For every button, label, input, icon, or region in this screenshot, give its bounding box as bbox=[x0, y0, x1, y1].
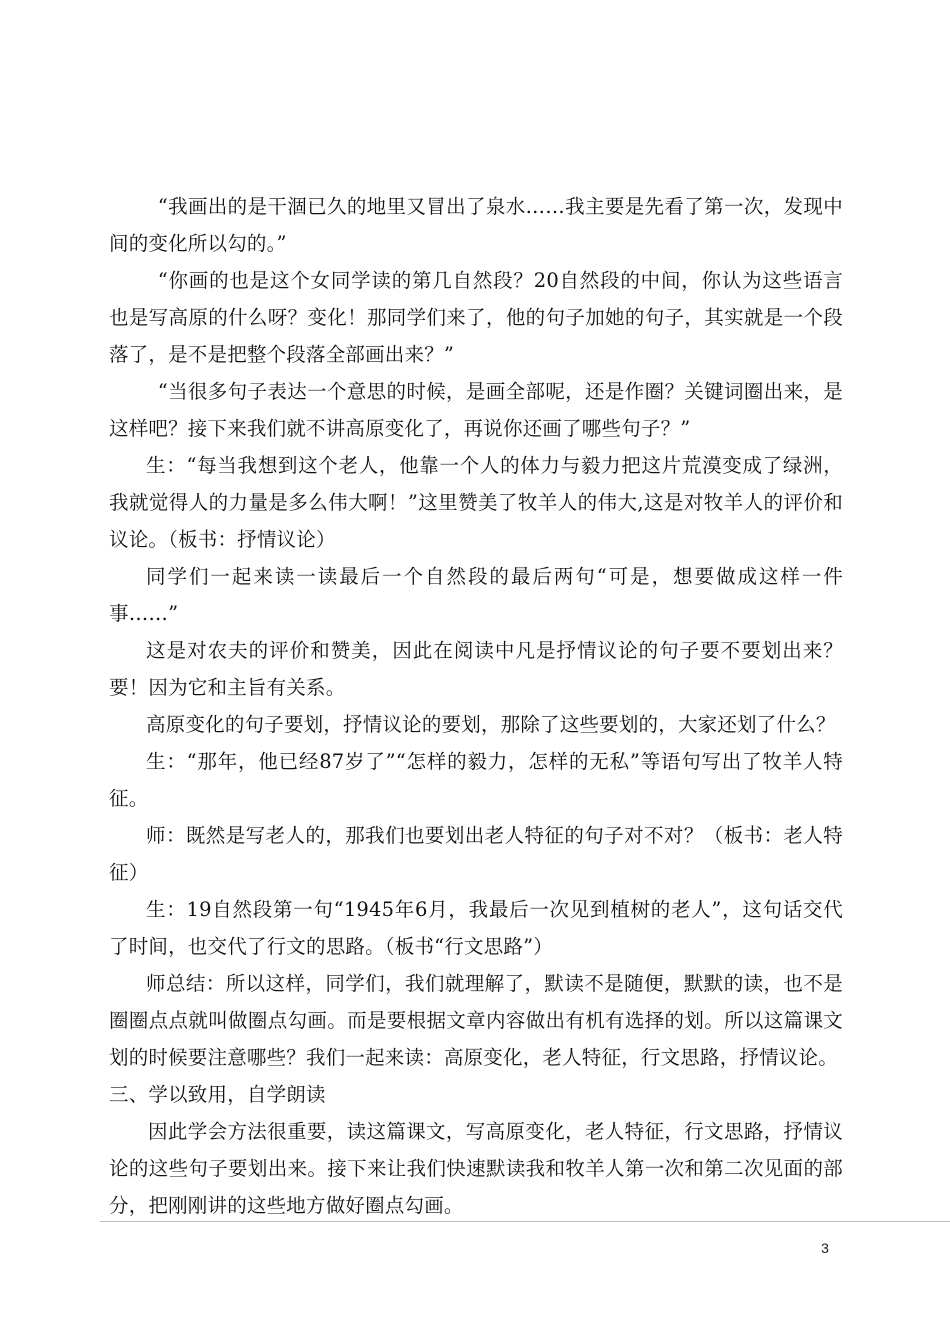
paragraph-teacher-summary: 师总结：所以这样，同学们，我们就理解了，默读不是随便，默默的读，也不是圈圈点点就叫做圈点勾画。而是要根据文章内容做出有机有选择的划。所以这篇课文划的时候要注意哪些？我们一起来读：高原变化，老人特征，行文思路，抒情议论。 bbox=[109, 972, 843, 1069]
paragraph-question-paragraph-20: “你画的也是这个女同学读的第几自然段？20自然段的中间，你认为这些语言也是写高原的什么呀？变化！那同学们来了，他的句子加她的句子，其实就是一个段落了，是不是把整个段落全部画出来？” bbox=[109, 269, 843, 366]
paragraph-what-else-marked: 高原变化的句子要划，抒情议论的要划，那除了这些要划的，大家还划了什么？ bbox=[146, 713, 836, 736]
paragraph-student-praise: 生：“每当我想到这个老人，他靠一个人的体力与毅力把这片荒漠变成了绿洲，我就觉得人的力量是多么伟大啊！”这里赞美了牧羊人的伟大,这是对牧羊人的评价和议论。（板书：抒情议论） bbox=[109, 454, 843, 551]
page-number: 3 bbox=[821, 1240, 829, 1256]
paragraph-evaluation-farmer: 这是对农夫的评价和赞美，因此在阅读中凡是抒情议论的句子要不要划出来？要！因为它和主旨有关系。 bbox=[109, 639, 843, 699]
paragraph-read-last-section: 同学们一起来读一读最后一个自然段的最后两句“可是，想要做成这样一件事……” bbox=[109, 565, 843, 625]
paragraph-teacher-old-man-traits: 师：既然是写老人的，那我们也要划出老人特征的句子对不对？（板书：老人特征） bbox=[109, 824, 843, 884]
footer-divider bbox=[100, 1221, 950, 1222]
paragraph-student-1945: 生：19自然段第一句“1945年6月，我最后一次见到植树的老人”，这句话交代了时间，也交代了行文的思路。（板书“行文思路”） bbox=[109, 898, 843, 958]
paragraph-circle-keywords: “当很多句子表达一个意思的时候，是画全部呢，还是作圈？关键词圈出来，是这样吧？接下来我们就不讲高原变化了，再说你还画了哪些句子？” bbox=[109, 380, 843, 440]
paragraph-learn-method: 因此学会方法很重要，读这篇课文，写高原变化，老人特征，行文思路，抒情议论的这些句子要划出来。接下来让我们快速默读我和牧羊人第一次和第二次见面的部分，把刚刚讲的这些地方做好圈点勾画。 bbox=[109, 1120, 843, 1217]
paragraph-student-age-87: 生：“那年，他已经87岁了”“怎样的毅力，怎样的无私”等语句写出了牧羊人特征。 bbox=[109, 750, 843, 810]
section-heading-three: 三、学以致用，自学朗读 bbox=[109, 1083, 326, 1106]
document-body bbox=[109, 188, 843, 1224]
paragraph-quote-spring: “我画出的是干涸已久的地里又冒出了泉水……我主要是先看了第一次，发现中间的变化所以勾的。” bbox=[109, 195, 843, 255]
